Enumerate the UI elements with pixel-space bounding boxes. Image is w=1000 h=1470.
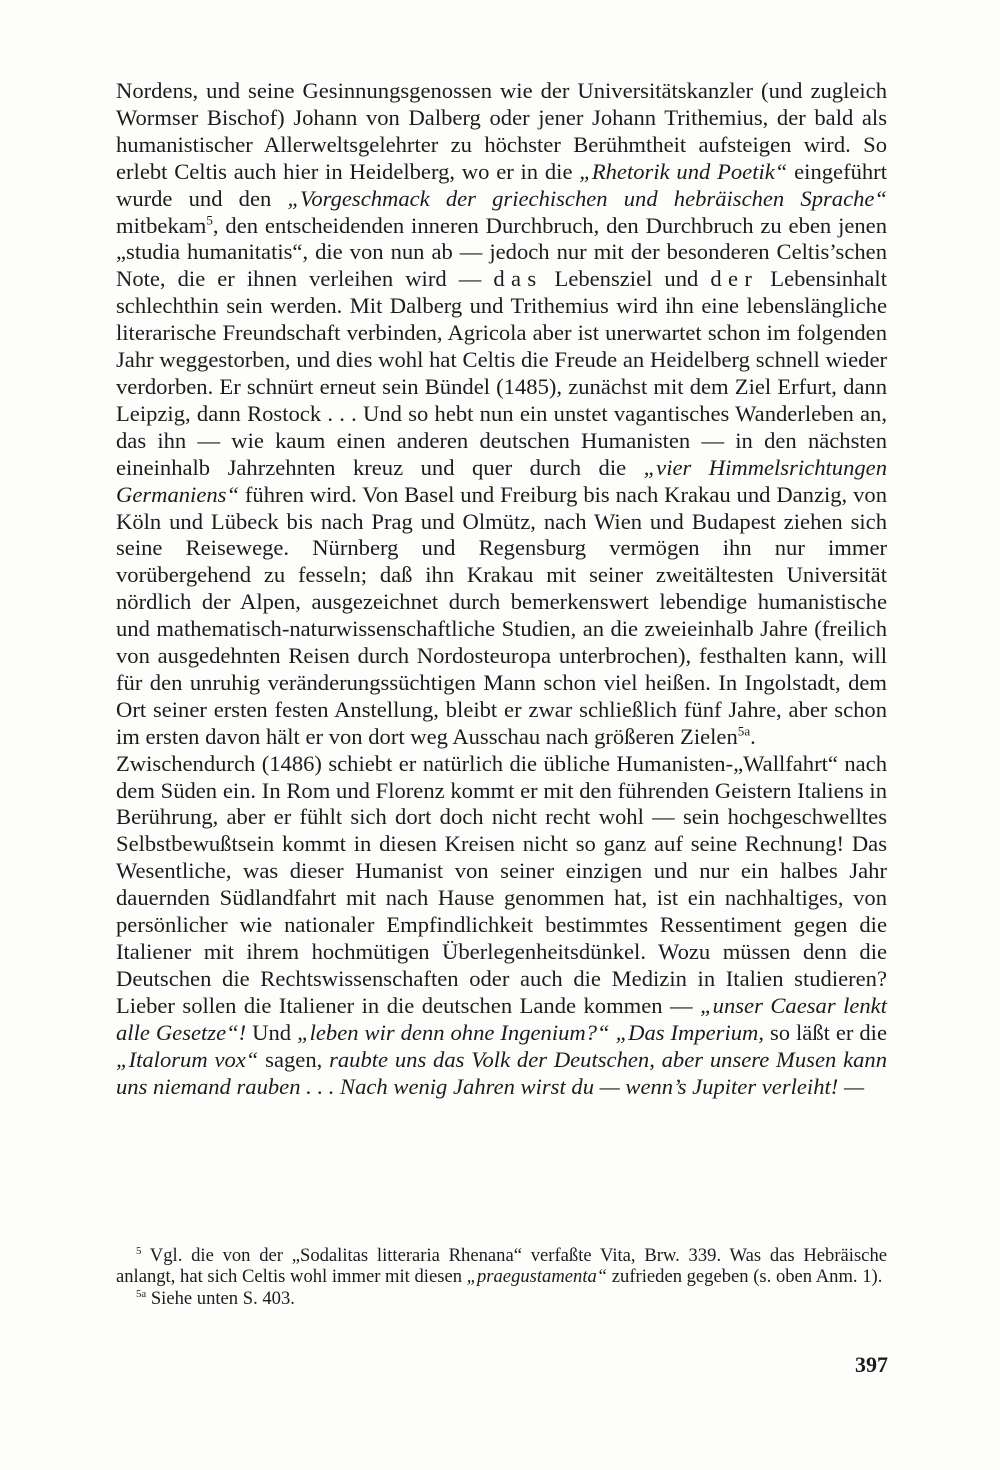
footnote-marker: 5 — [136, 1245, 142, 1257]
italic-quote: raubte uns das Volk der Deutschen, aber unsere Musen kann uns niemand rauben . . . Nach wenig Jahren wirst du — wenn’s Jupiter verleiht! — — [116, 1046, 887, 1099]
body-text — [116, 78, 887, 1100]
text-run: Zwischendurch (1486) schiebt er natürlich die übliche Humanisten-„Wallfahrt“ nach dem Süden ein. In Rom und Florenz kommt er mit den führenden Geistern Italiens in Berührung, aber er fühlt sich dort doch nicht recht wohl — sein hochgeschwelltes Selbstbewußtsein kommt in diesen Kreisen nicht so ganz auf seine Rechnung! Das Wesentliche, was dieser Humanist von seiner einzigen und nur ein halbes Jahr dauernden Südlandfahrt mit nach Hause genommen hat, ist ein nachhaltiges, von persönlicher wie nationaler Empfindlichkeit bestimmtes Ressentiment gegen die Italiener mit ihrem hochmütigen Überlegenheitsdünkel. Wozu müssen denn die Deutschen die Rechtswissenschaften oder auch die Medizin in Italien studieren? Lieber sollen die Italiener in die deutschen Lande kommen — — [116, 750, 887, 1018]
footnote-ref-5: 5 — [206, 212, 213, 228]
text-run: Lebensinhalt schlechthin sein werden. Mit Dalberg und Trithemius wird ihn eine lebenslängliche literarische Freundschaft verbinden, Agricola aber ist unerwartet schon im folgenden Jahr weggestorben, und dies wohl hat Celtis die Freude an Heidelberg schnell wieder verdorben. Er schnürt erneut sein Bündel (1485), zunächst mit dem Ziel Erfurt, dann Leipzig, dann Rostock . . . Und so hebt nun ein unstet vagantisches Wanderleben an, das ihn — wie kaum einen anderen deutschen Humanisten — in den nächsten eineinhalb Jahrzehnten kreuz und quer durch die — [116, 266, 887, 480]
italic-quote: „Italorum vox“ — [116, 1046, 259, 1072]
footnote-marker: 5a — [136, 1287, 147, 1300]
italic-quote: „praegustamenta“ — [466, 1266, 608, 1288]
page-number: 397 — [855, 1352, 888, 1377]
footnote-text: zufrieden gegeben (s. oben Anm. 1). — [607, 1266, 883, 1288]
text-run: Nordens, und seine Gesinnungsgenossen wie der Universitätskanzler (und zugleich Wormser Bischof) Johann von Dalberg oder jener Johann Trithemius, der bald als humanistischer Allerweltsgelehrter zu höchster Berühmtheit aufsteigen wird. So erlebt Celtis auch hier in Heidelberg, wo er in die — [116, 78, 887, 184]
text-run: Und — [246, 1019, 298, 1045]
text-run: sagen, — [258, 1046, 330, 1072]
italic-quote: „vier Himmelsrichtungen Germaniens“ — [116, 454, 887, 507]
footnotes — [116, 1245, 887, 1309]
footnote-text: Vgl. die von der „Sodalitas litteraria Rhenana“ verfaßte Vita, Brw. 339. Was das Hebräische anlangt, hat sich Celtis wohl immer mit diesen — [116, 1245, 887, 1288]
text-run: Lebensziel und — [542, 266, 711, 292]
text-run: eingeführt wurde und den — [116, 158, 887, 211]
text-run: mitbekam — [116, 212, 207, 238]
text-run: , den entscheidenden inneren Durchbruch, den Durchbruch zu eben jenen „studia humanitatis“, die von nun ab — jedoch nur mit der besonderen Celtis’schen Note, die er ihnen verleihen wird — — [116, 212, 887, 292]
italic-quote: „leben wir denn ohne Ingenium?“ „Das Imperium, — [297, 1019, 764, 1045]
spaced-emphasis: das — [493, 266, 543, 292]
italic-quote: „Vorgeschmack der griechischen und hebräischen Sprache“ — [287, 185, 887, 211]
footnote-text: Siehe unten S. 403. — [146, 1287, 295, 1309]
text-run: . — [750, 723, 756, 749]
paragraph-1 — [116, 78, 887, 751]
footnote-ref-5a: 5a — [737, 723, 751, 739]
spaced-emphasis: der — [710, 266, 759, 292]
italic-quote: „Rhetorik und Poetik“ — [579, 158, 788, 184]
text-run: führen wird. Von Basel und Freiburg bis nach Krakau und Danzig, von Köln und Lübeck bis nach Prag und Olmütz, nach Wien und Budapest ziehen sich seine Reisewege. Nürnberg und Regensburg vermögen ihn nur immer vorübergehend zu fesseln; daß ihn Krakau mit seiner zweitältesten Universität nördlich der Alpen, ausgezeichnet durch bemerkenswert lebendige humanistische und mathematisch-naturwissenschaftliche Studien, an die zweieinhalb Jahre (freilich von ausgedehnten Reisen durch Nordosteuropa unterbrochen), festhalten kann, will für den unruhig veränderungssüchtigen Mann schon viel heißen. In Ingolstadt, dem Ort seiner ersten festen Anstellung, bleibt er zwar schließlich fünf Jahre, aber schon im ersten davon hält er von dort weg Ausschau nach größeren Zielen — [116, 481, 887, 749]
footnote-5 — [116, 1245, 887, 1288]
paragraph-2 — [116, 751, 887, 1101]
text-run: so läßt er die — [764, 1019, 887, 1045]
footnote-5a — [116, 1288, 887, 1309]
italic-quote: „unser Caesar lenkt alle Gesetze“! — [116, 992, 887, 1045]
